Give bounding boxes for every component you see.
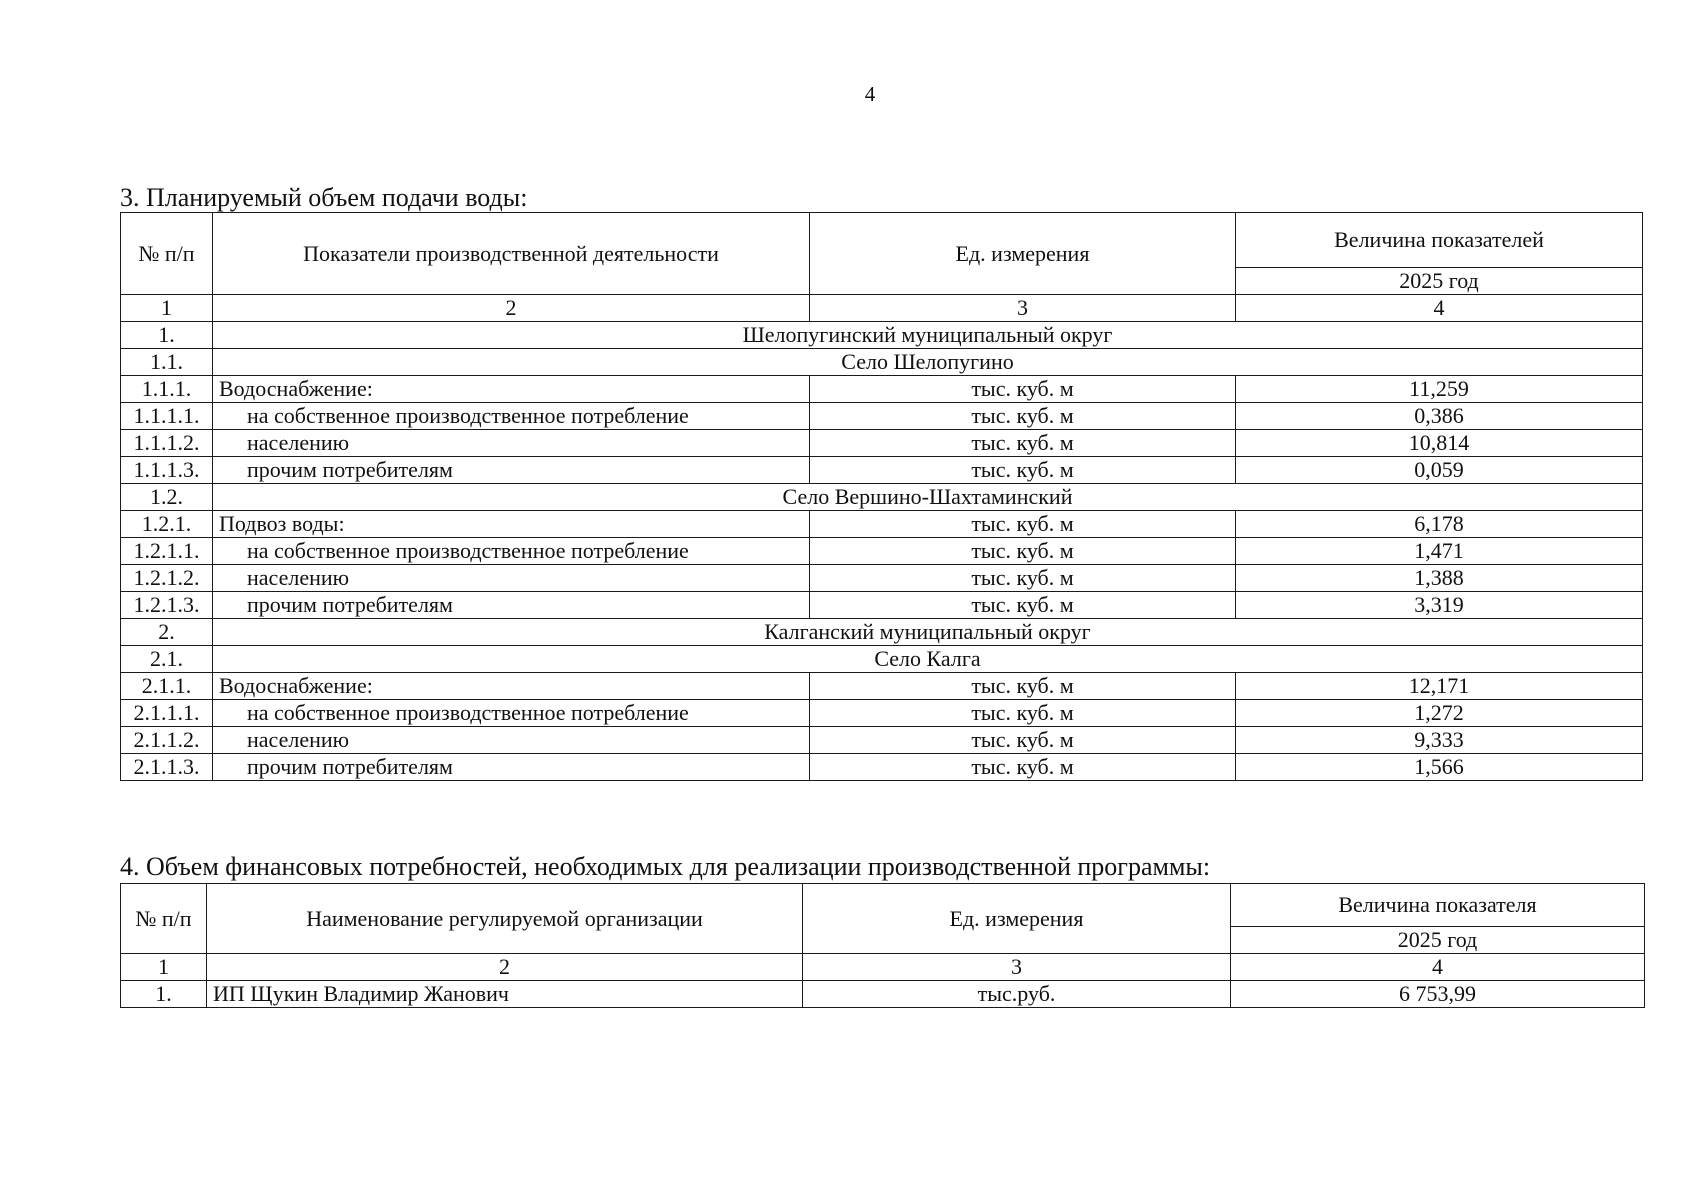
table-row bbox=[121, 673, 1643, 700]
table-row bbox=[121, 430, 1643, 457]
row-value: 3,319 bbox=[1236, 592, 1643, 619]
row-num: 1.2. bbox=[121, 484, 213, 511]
row-value: 12,171 bbox=[1236, 673, 1643, 700]
column-number-row bbox=[121, 954, 1645, 981]
row-num: 1.1.1.1. bbox=[121, 403, 213, 430]
row-num: 1.1.1.3. bbox=[121, 457, 213, 484]
row-value: 1,566 bbox=[1236, 754, 1643, 781]
row-unit: тыс. куб. м bbox=[810, 673, 1236, 700]
table-row bbox=[121, 376, 1643, 403]
table-row bbox=[121, 592, 1643, 619]
column-number-row bbox=[121, 295, 1643, 322]
header-year: 2025 год bbox=[1231, 927, 1645, 954]
group-row bbox=[121, 484, 1643, 511]
column-number: 4 bbox=[1231, 954, 1645, 981]
group-row bbox=[121, 349, 1643, 376]
row-value: 1,388 bbox=[1236, 565, 1643, 592]
row-value: 6,178 bbox=[1236, 511, 1643, 538]
row-num: 1.1. bbox=[121, 349, 213, 376]
row-unit: тыс.руб. bbox=[803, 981, 1231, 1008]
row-label: населению bbox=[213, 727, 810, 754]
column-number: 3 bbox=[810, 295, 1236, 322]
row-label: на собственное производственное потребление bbox=[213, 403, 810, 430]
group-row bbox=[121, 646, 1643, 673]
row-num: 2.1.1.3. bbox=[121, 754, 213, 781]
column-number: 1 bbox=[121, 954, 207, 981]
row-value: 6 753,99 bbox=[1231, 981, 1645, 1008]
header-value: Величина показателя bbox=[1231, 884, 1645, 927]
header-unit: Ед. измерения bbox=[810, 213, 1236, 295]
row-num: 2. bbox=[121, 619, 213, 646]
table-row bbox=[121, 727, 1643, 754]
row-value: 1,471 bbox=[1236, 538, 1643, 565]
row-label: прочим потребителям bbox=[213, 754, 810, 781]
header-row bbox=[121, 213, 1643, 268]
row-label: прочим потребителям bbox=[213, 592, 810, 619]
row-num: 1. bbox=[121, 322, 213, 349]
row-label: населению bbox=[213, 430, 810, 457]
group-label: Шелопугинский муниципальный округ bbox=[213, 322, 1643, 349]
table-row bbox=[121, 457, 1643, 484]
row-unit: тыс. куб. м bbox=[810, 511, 1236, 538]
header-org: Наименование регулируемой организации bbox=[207, 884, 803, 954]
row-unit: тыс. куб. м bbox=[810, 538, 1236, 565]
row-unit: тыс. куб. м bbox=[810, 403, 1236, 430]
row-num: 1.2.1.3. bbox=[121, 592, 213, 619]
header-indicator: Показатели производственной деятельности bbox=[213, 213, 810, 295]
group-label: Село Шелопугино bbox=[213, 349, 1643, 376]
header-value: Величина показателей bbox=[1236, 213, 1643, 268]
row-value: 10,814 bbox=[1236, 430, 1643, 457]
column-number: 1 bbox=[121, 295, 213, 322]
row-num: 1.2.1. bbox=[121, 511, 213, 538]
table-row bbox=[121, 981, 1645, 1008]
row-unit: тыс. куб. м bbox=[810, 457, 1236, 484]
water-supply-table bbox=[120, 212, 1643, 781]
row-label: Водоснабжение: bbox=[213, 376, 810, 403]
header-year: 2025 год bbox=[1236, 268, 1643, 295]
row-unit: тыс. куб. м bbox=[810, 754, 1236, 781]
row-unit: тыс. куб. м bbox=[810, 592, 1236, 619]
header-num: № п/п bbox=[121, 213, 213, 295]
table-row bbox=[121, 700, 1643, 727]
row-num: 2.1.1.1. bbox=[121, 700, 213, 727]
row-num: 1.2.1.2. bbox=[121, 565, 213, 592]
row-unit: тыс. куб. м bbox=[810, 700, 1236, 727]
row-num: 2.1.1. bbox=[121, 673, 213, 700]
table-row bbox=[121, 565, 1643, 592]
header-unit: Ед. измерения bbox=[803, 884, 1231, 954]
row-unit: тыс. куб. м bbox=[810, 727, 1236, 754]
group-row bbox=[121, 619, 1643, 646]
column-number: 2 bbox=[213, 295, 810, 322]
group-label: Село Вершино-Шахтаминский bbox=[213, 484, 1643, 511]
row-value: 9,333 bbox=[1236, 727, 1643, 754]
row-num: 1.2.1.1. bbox=[121, 538, 213, 565]
row-label: прочим потребителям bbox=[213, 457, 810, 484]
row-num: 1.1.1. bbox=[121, 376, 213, 403]
column-number: 3 bbox=[803, 954, 1231, 981]
header-num: № п/п bbox=[121, 884, 207, 954]
group-row bbox=[121, 322, 1643, 349]
page-number: 4 bbox=[864, 82, 876, 106]
row-unit: тыс. куб. м bbox=[810, 430, 1236, 457]
row-value: 11,259 bbox=[1236, 376, 1643, 403]
row-num: 1.1.1.2. bbox=[121, 430, 213, 457]
header-row bbox=[121, 884, 1645, 927]
row-num: 2.1. bbox=[121, 646, 213, 673]
row-value: 1,272 bbox=[1236, 700, 1643, 727]
table-row bbox=[121, 538, 1643, 565]
row-label: населению bbox=[213, 565, 810, 592]
section-4-title: 4. Объем финансовых потребностей, необходимых для реализации производственной программы: bbox=[120, 852, 1211, 881]
group-label: Калганский муниципальный округ bbox=[213, 619, 1643, 646]
column-number: 4 bbox=[1236, 295, 1643, 322]
section-3-title: 3. Планируемый объем подачи воды: bbox=[120, 183, 528, 212]
row-value: 0,386 bbox=[1236, 403, 1643, 430]
table-row bbox=[121, 511, 1643, 538]
row-label: Водоснабжение: bbox=[213, 673, 810, 700]
table-row bbox=[121, 754, 1643, 781]
table-row bbox=[121, 403, 1643, 430]
row-label: на собственное производственное потребление bbox=[213, 538, 810, 565]
row-unit: тыс. куб. м bbox=[810, 376, 1236, 403]
org-name: ИП Щукин Владимир Жанович bbox=[207, 981, 803, 1008]
column-number: 2 bbox=[207, 954, 803, 981]
row-label: на собственное производственное потребление bbox=[213, 700, 810, 727]
row-num: 2.1.1.2. bbox=[121, 727, 213, 754]
row-num: 1. bbox=[121, 981, 207, 1008]
row-value: 0,059 bbox=[1236, 457, 1643, 484]
financial-needs-table bbox=[120, 883, 1645, 1008]
row-unit: тыс. куб. м bbox=[810, 565, 1236, 592]
row-label: Подвоз воды: bbox=[213, 511, 810, 538]
group-label: Село Калга bbox=[213, 646, 1643, 673]
